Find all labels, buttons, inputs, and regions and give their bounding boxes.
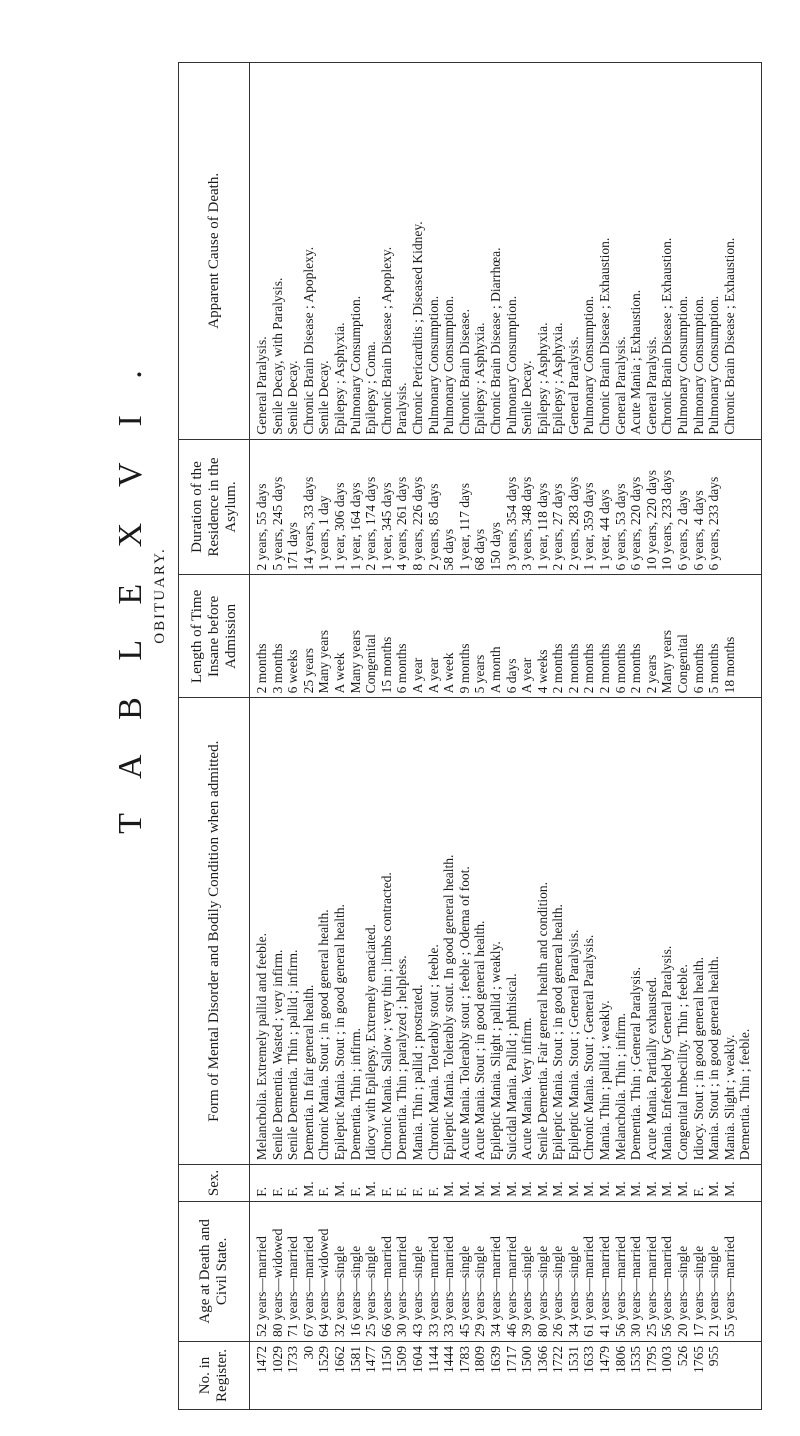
table-cell-no: 1366 (534, 1345, 550, 1373)
table-cell-no: 1529 (316, 1345, 332, 1373)
table-cell-length: 2 months (581, 643, 597, 694)
table-cell-length: 2 months (628, 643, 644, 694)
table-cell-sex: M. (612, 1181, 628, 1197)
column-duration-residence (250, 439, 762, 575)
table-cell-no: 1809 (472, 1345, 488, 1373)
table-cell-sex: F. (269, 1186, 285, 1197)
table-cell-age: 41 years—married (597, 1236, 613, 1337)
table-cell-length: Congenital (675, 634, 691, 694)
obituary-table-region (178, 62, 762, 1410)
table-cell-duration: 2 years, 55 days (254, 483, 269, 571)
table-cell-sex: F. (425, 1186, 441, 1197)
table-cell-form: Epileptic Mania. Stout ; General Paralysis. (565, 929, 581, 1161)
table-cell-duration: 68 days (472, 528, 488, 571)
table-cell-duration: 2 years, 85 days (425, 483, 441, 571)
table-cell-sex (737, 1169, 753, 1197)
table-cell-sex: M. (597, 1181, 613, 1197)
table-cell-form: Chronic Mania. Stout ; General Paralysis. (581, 934, 597, 1161)
table-cell-sex: M. (628, 1181, 644, 1197)
table-cell-no: 1717 (503, 1345, 519, 1373)
table-cell-duration: 6 years, 4 days (690, 490, 706, 571)
table-cell-form: Idiocy with Epilepsy. Extremely emaciated. (363, 924, 379, 1161)
table-cell-age: 20 years—single (675, 1245, 691, 1337)
table-cell-age: 80 years—single (534, 1245, 550, 1337)
table-cell-cause: Epilepsy ; Asphyxia. (534, 322, 550, 435)
table-cell-cause: Pulmonary Consumption. (425, 295, 441, 435)
table-cell-age: 30 years—married (394, 1236, 410, 1337)
table-cell-duration: 1 years, 1 day (316, 495, 332, 571)
table-cell-age: 67 years—married (300, 1236, 316, 1337)
table-cell-age: 46 years—married (503, 1236, 519, 1337)
table-cell-age: 33 years—married (441, 1236, 457, 1337)
table-cell-sex: M. (706, 1181, 722, 1197)
table-cell-no: 1806 (612, 1345, 628, 1373)
table-cell-no: 1444 (441, 1345, 457, 1373)
table-cell-form: Dementia. Thin ; paralyzed ; helpless. (394, 955, 410, 1161)
header-sex: Sex. (179, 1165, 250, 1202)
table-cell-sex: M. (550, 1181, 566, 1197)
table-cell-length: 25 years (300, 648, 316, 694)
table-cell-sex: M. (675, 1181, 691, 1197)
table-cell-cause: Pulmonary Consumption. (347, 295, 363, 435)
table-cell-duration: 6 years, 2 days (675, 490, 691, 571)
table-cell-cause: Pulmonary Consumption. (706, 295, 722, 435)
table-cell-cause: Senile Decay. (285, 360, 301, 435)
table-cell-age: 25 years—single (363, 1245, 379, 1337)
table-cell-no: 1472 (254, 1345, 269, 1373)
table-cell-duration: 2 years, 27 days (550, 483, 566, 571)
table-cell-age: 80 years—widowed (269, 1228, 285, 1337)
table-cell-length: 6 months (612, 643, 628, 694)
table-cell-cause: Chronic Brain Disease. (456, 309, 472, 435)
table-cell-length: 2 years (643, 654, 659, 694)
table-cell-age: 71 years—married (285, 1236, 301, 1337)
table-cell-duration: 4 years, 261 days (394, 476, 410, 571)
table-cell-cause: Pulmonary Consumption. (441, 295, 457, 435)
table-cell-cause: Pulmonary Consumption. (581, 295, 597, 435)
table-cell-form: Mania. Thin ; pallid ; prostrated. (409, 984, 425, 1161)
table-cell-form: Senile Dementia. Wasted ; very infirm. (269, 949, 285, 1161)
table-cell-cause: Acute Mania ; Exhaustion. (628, 289, 644, 435)
table-cell-no: 1581 (347, 1345, 363, 1373)
table-cell-sex: M. (565, 1181, 581, 1197)
table-cell-cause: Chronic Brain Disease ; Apoplexy. (378, 246, 394, 435)
table-cell-length: A week (331, 652, 347, 694)
table-cell-cause: General Paralysis. (643, 336, 659, 435)
column-form-of-disorder (250, 698, 762, 1165)
table-cell-age: 17 years—single (690, 1245, 706, 1337)
table-cell-length: 2 months (254, 643, 269, 694)
table-cell-duration: 14 years, 33 days (300, 476, 316, 571)
table-cell-age: 34 years—married (487, 1236, 503, 1337)
table-cell-duration (737, 444, 753, 571)
table-cell-sex: F. (347, 1186, 363, 1197)
column-cause-of-death (250, 63, 762, 440)
table-cell-duration: 10 years, 220 days (643, 469, 659, 571)
table-cell-cause: Chronic Brain Disease ; Exhaustion. (597, 237, 613, 435)
table-cell-duration: 3 years, 354 days (503, 476, 519, 571)
column-sex (250, 1165, 762, 1202)
table-cell-form: Melancholia. Thin ; infirm. (612, 1013, 628, 1161)
table-cell-sex: M. (456, 1181, 472, 1197)
table-cell-no: 30 (300, 1345, 316, 1360)
table-cell-no: 1604 (409, 1345, 425, 1373)
table-cell-length: A month (487, 646, 503, 694)
table-cell-form: Senile Dementia. Thin ; pallid ; infirm. (285, 949, 301, 1161)
table-cell-length: 3 months (269, 643, 285, 694)
table-cell-form: Mania. Enfeebled by General Paralysis. (659, 945, 675, 1161)
table-cell-age: 39 years—single (519, 1245, 535, 1337)
table-cell-cause: Chronic Pericarditis ; Diseased Kidney. (409, 221, 425, 435)
table-cell-sex: M. (487, 1181, 503, 1197)
table-cell-age: 29 years—single (472, 1245, 488, 1337)
table-cell-duration: 150 days (487, 522, 503, 571)
table-cell-sex: M. (363, 1181, 379, 1197)
table-cell-length: 6 weeks (285, 649, 301, 694)
table-cell-no: 1783 (456, 1345, 472, 1373)
header-age-civil-state: Age at Death and Civil State. (179, 1201, 250, 1341)
table-cell-cause: Pulmonary Consumption. (503, 295, 519, 435)
table-cell-duration: 8 years, 226 days (409, 476, 425, 571)
table-cell-no: 1144 (425, 1345, 441, 1373)
table-cell-form: Mania. Stout ; in good general health. (706, 956, 722, 1161)
table-cell-duration: 5 years, 245 days (269, 476, 285, 571)
table-cell-age: 33 years—married (425, 1236, 441, 1337)
table-cell-duration: 6 years, 220 days (628, 476, 644, 571)
table-cell-age: 56 years—married (612, 1236, 628, 1337)
page-subtitle: OBITUARY. (151, 546, 168, 644)
table-cell-cause: Chronic Brain Disease ; Exhaustion. (659, 237, 675, 435)
table-cell-cause: General Paralysis. (612, 336, 628, 435)
table-cell-form: Mania. Slight ; weakly. (721, 1034, 737, 1161)
table-cell-duration: 2 years, 283 days (565, 476, 581, 571)
table-cell-sex: F. (394, 1186, 410, 1197)
header-duration-residence: Duration of the Residence in the Asylum. (179, 439, 250, 575)
table-cell-length: 2 months (550, 643, 566, 694)
table-cell-form: Epileptic Mania. Slight ; pallid ; weakly. (487, 941, 503, 1161)
table-cell-sex: M. (331, 1181, 347, 1197)
column-length-insane (250, 575, 762, 698)
table-cell-length: Many years (659, 630, 675, 694)
table-cell-no: 1722 (550, 1345, 566, 1373)
table-cell-cause: Pulmonary Consumption. (690, 295, 706, 435)
table-cell-sex: F. (316, 1186, 332, 1197)
table-cell-duration: 58 days (441, 528, 457, 571)
table-cell-age: 61 years—married (581, 1236, 597, 1337)
table-cell-no (722, 1346, 738, 1405)
table-cell-age: 55 years—married (721, 1236, 737, 1337)
table-cell-age: 26 years—single (550, 1245, 566, 1337)
table-cell-length: 6 months (690, 643, 706, 694)
table-cell-length: 6 days (503, 658, 519, 694)
table-cell-no: 1733 (285, 1345, 301, 1373)
page-title: T A B L E X V I . (112, 356, 149, 834)
table-cell-sex: M. (534, 1181, 550, 1197)
table-cell-no: 1795 (643, 1345, 659, 1373)
table-cell-form: Idiocy. Stout ; in good general health. (690, 957, 706, 1161)
table-cell-cause: Chronic Brain Disease ; Apoplexy. (300, 246, 316, 435)
table-cell-cause: Pulmonary Consumption. (675, 295, 691, 435)
table-cell-sex: M. (441, 1181, 457, 1197)
table-cell-sex: M. (503, 1181, 519, 1197)
obituary-table (178, 62, 762, 1410)
table-cell-duration: 3 years, 348 days (519, 476, 535, 571)
table-cell-form: Chronic Mania. Tolerably stout ; feeble. (425, 944, 441, 1161)
table-cell-cause: Chronic Brain Disease ; Exhaustion. (721, 237, 737, 435)
table-cell-sex: F. (285, 1186, 301, 1197)
table-cell-form: Acute Mania. Partially exhausted. (643, 976, 659, 1161)
table-cell-age: 66 years—married (378, 1236, 394, 1337)
table-cell-no: 1633 (581, 1345, 597, 1373)
table-cell-sex: M. (659, 1181, 675, 1197)
table-cell-length: Many years (347, 630, 363, 694)
table-cell-form: Dementia. Thin ; General Paralysis. (628, 966, 644, 1161)
table-cell-duration: 6 years, 53 days (612, 483, 628, 571)
table-cell-sex: M. (472, 1181, 488, 1197)
table-cell-length: Many years (316, 630, 332, 694)
table-cell-cause: Epilepsy ; Asphyxia. (472, 322, 488, 435)
table-cell-cause: Senile Decay. (519, 360, 535, 435)
table-cell-form: Acute Mania. Stout ; in good general health. (472, 920, 488, 1161)
table-cell-sex: F. (690, 1186, 706, 1197)
table-cell-age: 45 years—single (456, 1245, 472, 1337)
table-cell-form: Dementia. Thin ; feeble. (737, 1028, 753, 1161)
table-cell-sex: F. (254, 1186, 269, 1197)
table-cell-no: 1639 (487, 1345, 503, 1373)
table-cell-form: Suicidal Mania. Pallid ; phthisical. (503, 973, 519, 1161)
table-cell-length: 6 months (394, 643, 410, 694)
table-cell-cause: General Paralysis. (254, 336, 269, 435)
table-cell-cause: Chronic Brain Disease ; Diarrhœa. (487, 247, 503, 435)
table-cell-no: 1765 (690, 1345, 706, 1373)
table-cell-length (737, 579, 753, 693)
table-cell-no: 1535 (628, 1345, 644, 1373)
table-cell-duration: 2 years, 174 days (363, 476, 379, 571)
table-cell-length: 4 weeks (534, 649, 550, 694)
table-cell-form: Epileptic Mania. Stout ; in good general health. (331, 904, 347, 1161)
table-cell-duration: 1 year, 345 days (378, 482, 394, 571)
table-cell-length: 5 years (472, 654, 488, 694)
table-cell-cause: Epilepsy ; Asphyxia. (331, 322, 347, 435)
table-cell-sex: M. (721, 1181, 737, 1197)
table-cell-duration: 1 year, 359 days (581, 482, 597, 571)
table-cell-cause: Paralysis. (394, 382, 410, 435)
table-cell-length: 2 months (597, 643, 613, 694)
table-cell-no: 1479 (597, 1345, 613, 1373)
table-cell-form: Mania. Thin ; pallid ; weakly. (597, 1000, 613, 1161)
table-cell-length: 15 months (378, 636, 394, 694)
table-cell-sex: M. (300, 1181, 316, 1197)
table-cell-length: 18 months (721, 636, 737, 694)
table-cell-length: A year (519, 657, 535, 694)
table-cell-form: Congenital Imbecility. Thin ; feeble. (675, 964, 691, 1161)
table-cell-form: Chronic Mania. Stout ; in good general health. (316, 909, 332, 1161)
table-cell-cause: General Paralysis. (565, 336, 581, 435)
table-cell-form: Senile Dementia. Fair general health and condition. (534, 881, 550, 1161)
table-cell-sex: M. (519, 1181, 535, 1197)
table-cell-age: 25 years—married (643, 1236, 659, 1337)
table-cell-no: 1029 (269, 1345, 285, 1373)
table-cell-age: 32 years—single (331, 1245, 347, 1337)
table-cell-cause (737, 67, 753, 435)
table-cell-duration: 6 years, 233 days (706, 476, 722, 571)
table-cell-length: A year (409, 657, 425, 694)
header-cause-of-death: Apparent Cause of Death. (179, 63, 250, 440)
table-cell-age: 30 years—married (628, 1236, 644, 1337)
table-cell-duration (722, 444, 738, 571)
table-cell-no: 1477 (363, 1345, 379, 1373)
table-cell-age: 43 years—single (409, 1245, 425, 1337)
table-cell-form: Epileptic Mania. Stout ; in good general health. (550, 904, 566, 1161)
table-cell-no: 1509 (394, 1345, 410, 1373)
table-cell-age: 21 years—single (706, 1245, 722, 1337)
table-cell-age: 64 years—widowed (316, 1228, 332, 1337)
table-cell-form: Melancholia. Extremely pallid and feeble. (254, 932, 269, 1161)
table-cell-duration: 1 year, 306 days (331, 482, 347, 571)
table-cell-duration: 1 year, 164 days (347, 482, 363, 571)
table-cell-no: 1531 (565, 1345, 581, 1373)
table-cell-age (737, 1206, 753, 1337)
table-cell-sex: M. (581, 1181, 597, 1197)
header-length-insane: Length of Time Insane before Admission (179, 575, 250, 698)
table-cell-duration: 1 year, 118 days (534, 483, 550, 571)
table-cell-age: 52 years—married (254, 1236, 269, 1337)
table-cell-duration: 1 year, 44 days (597, 489, 613, 571)
table-cell-length: Congenital (363, 634, 379, 694)
table-cell-sex: F. (409, 1186, 425, 1197)
table-cell-sex: F. (378, 1186, 394, 1197)
table-cell-duration: 171 days (285, 522, 301, 571)
table-cell-form: Epileptic Mania. Tolerably stout. In good general health. (441, 854, 457, 1161)
table-cell-no: 955 (706, 1345, 722, 1367)
table-cell-cause: Epilepsy ; Asphyxia. (550, 322, 566, 435)
header-row (179, 63, 250, 1410)
table-cell-length: 2 months (565, 643, 581, 694)
table-cell-age: 16 years—single (347, 1245, 363, 1337)
table-cell-no: 1662 (331, 1345, 347, 1373)
table-cell-sex: M. (643, 1181, 659, 1197)
table-cell-length: A year (425, 657, 441, 694)
table-cell-no: 1500 (519, 1345, 535, 1373)
table-cell-length: 9 months (456, 643, 472, 694)
table-cell-length: 5 months (706, 643, 722, 694)
table-cell-age: 56 years—married (659, 1236, 675, 1337)
table-cell-no (737, 1346, 753, 1405)
header-form-of-disorder: Form of Mental Disorder and Bodily Condition when admitted. (179, 698, 250, 1165)
table-cell-duration: 10 years, 233 days (659, 469, 675, 571)
table-cell-form: Dementia. Thin ; infirm. (347, 1028, 363, 1161)
table-cell-form: Chronic Mania. Sallow ; very thin ; limbs contracted. (378, 872, 394, 1161)
table-cell-cause: Senile Decay. (316, 360, 332, 435)
table-cell-no: 526 (675, 1345, 691, 1367)
table-cell-cause: Epilepsy ; Coma. (363, 341, 379, 435)
header-no-in-register: No. in Register. (179, 1341, 250, 1409)
table-cell-no: 1150 (378, 1345, 394, 1373)
table-cell-duration: 1 year, 117 days (456, 483, 472, 571)
table-cell-no: 1003 (659, 1345, 675, 1373)
table-cell-form: Acute Mania. Very infirm. (519, 1017, 535, 1161)
table-cell-age: 34 years—single (565, 1245, 581, 1337)
column-no-in-register (250, 1341, 762, 1409)
table-cell-cause: Senile Decay, with Paralysis. (269, 277, 285, 435)
table-cell-length: A week (441, 652, 457, 694)
table-cell-form: Acute Mania. Tolerably stout ; feeble ; Odema of foot. (456, 866, 472, 1161)
column-age-civil-state (250, 1201, 762, 1341)
table-body-row (250, 63, 762, 1410)
table-cell-form: Dementia. In fair general health. (300, 984, 316, 1161)
